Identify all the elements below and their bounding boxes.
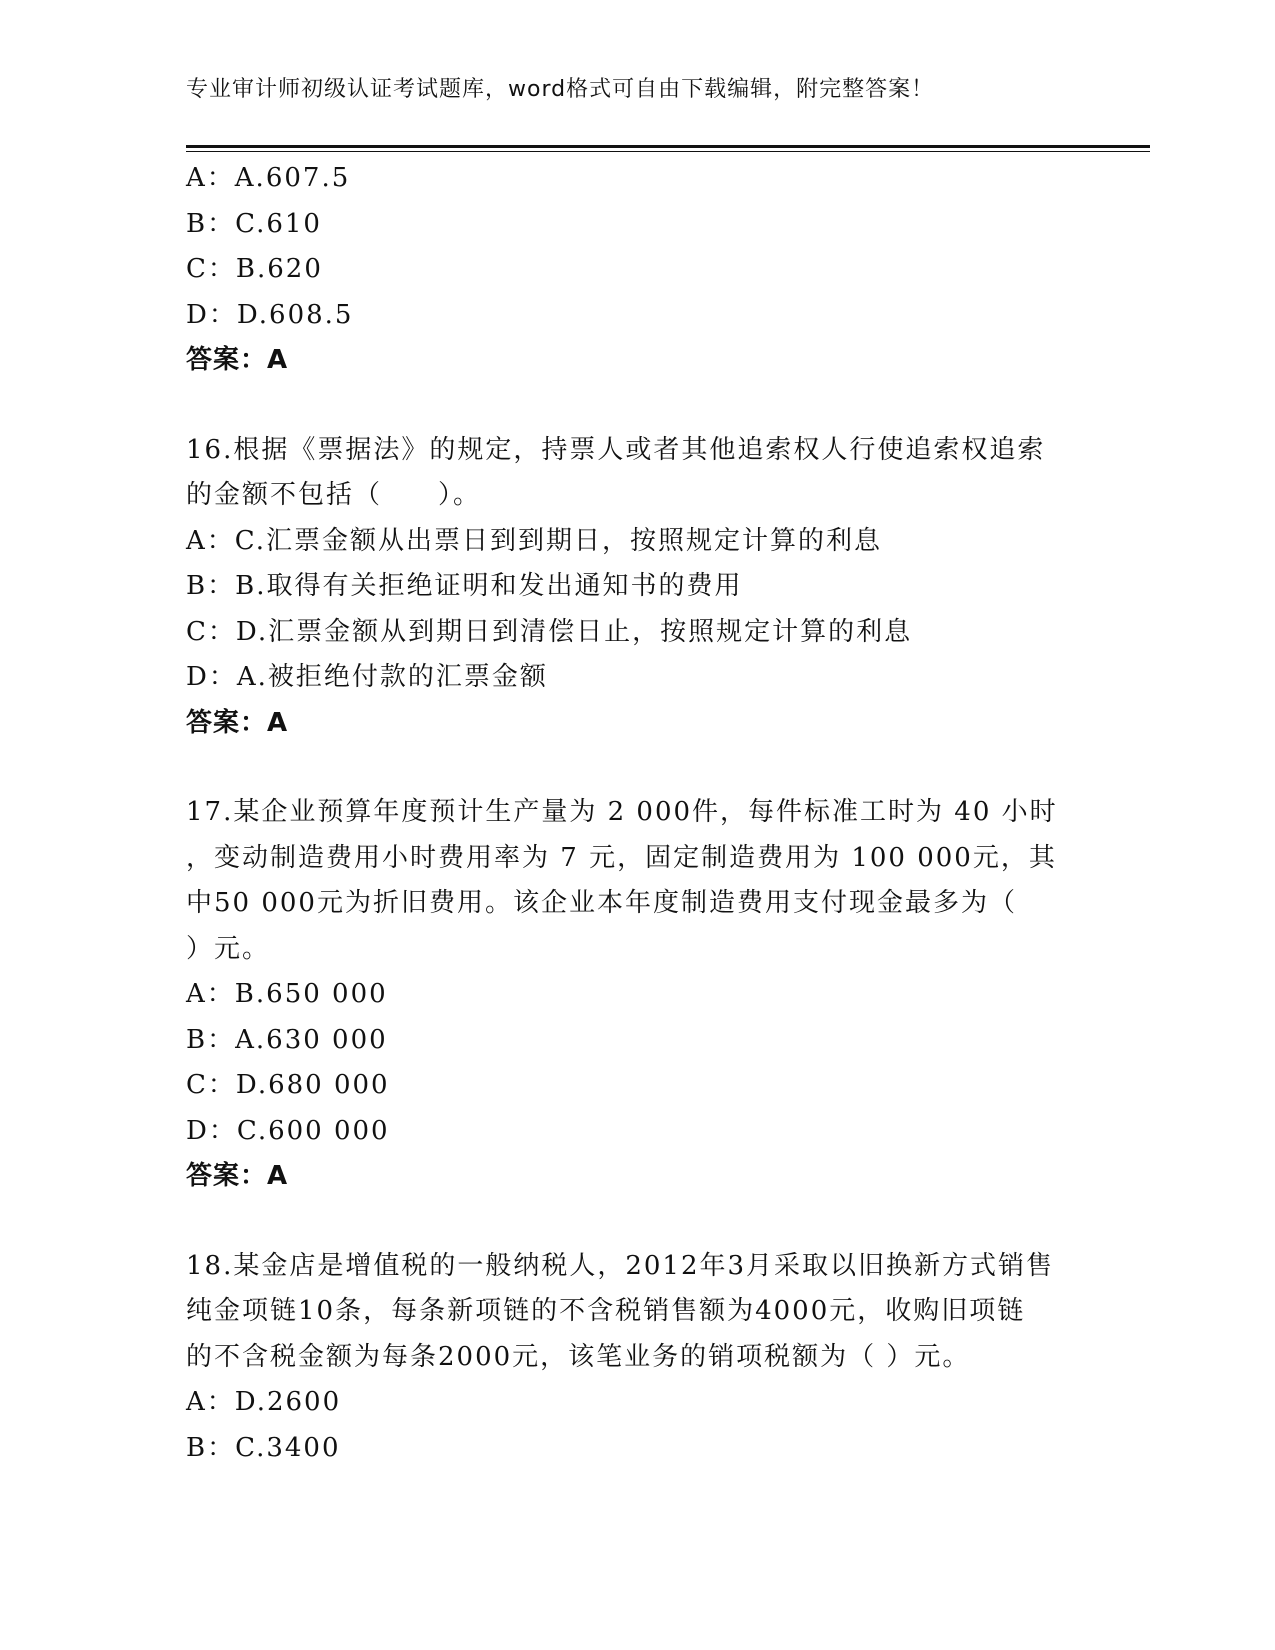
question-text-line: 的金额不包括（ ）。 <box>186 480 482 510</box>
question-text-line: 的不含税金额为每条2000元，该笔业务的销项税额为（ ）元。 <box>186 1341 971 1372</box>
option-c: C：B.620 <box>186 254 323 284</box>
question-text-line: 中50 000元为折旧费用。该企业本年度制造费用支付现金最多为（ <box>186 888 1017 918</box>
question-text-line: 16.根据《票据法》的规定，持票人或者其他追索权人行使追索权追索 <box>186 434 1046 465</box>
option-a: A：D.2600 <box>186 1387 342 1417</box>
question-text-line: 18.某金店是增值税的一般纳税人，2012年3月采取以旧换新方式销售 <box>186 1250 1055 1281</box>
question-text-line: ，变动制造费用小时费用率为 7 元，固定制造费用为 100 000元，其 <box>186 842 1057 873</box>
option-a: A：C.汇票金额从出票日到到期日，按照规定计算的利息 <box>186 525 883 556</box>
option-b: B：B.取得有关拒绝证明和发出通知书的费用 <box>186 571 743 601</box>
question-text-line: 纯金项链10条，每条新项链的不含税销售额为4000元，收购旧项链 <box>186 1296 1026 1326</box>
question-text-line: 17.某企业预算年度预计生产量为 2 000件，每件标准工时为 40 小时 <box>186 797 1058 827</box>
option-b: B：C.3400 <box>186 1432 341 1463</box>
question-17 <box>186 790 1086 1200</box>
question-18 <box>186 1244 1086 1472</box>
option-a: A：A.607.5 <box>186 163 351 193</box>
option-c: C：D.汇票金额从到期日到清偿日止，按照规定计算的利息 <box>186 616 913 647</box>
option-c: C：D.680 000 <box>186 1070 390 1100</box>
question-15 <box>186 156 1086 384</box>
option-d: D：C.600 000 <box>186 1115 390 1146</box>
spacer <box>186 1200 1086 1244</box>
header-rule-thin <box>186 151 1150 152</box>
option-a: A：B.650 000 <box>186 979 388 1009</box>
answer: 答案：A <box>186 1161 289 1191</box>
option-d: D：D.608.5 <box>186 299 354 330</box>
answer: 答案：A <box>186 345 289 375</box>
spacer <box>186 746 1086 790</box>
header-rule-thick <box>186 145 1150 148</box>
option-b: B：C.610 <box>186 208 322 239</box>
question-content <box>186 156 1086 1471</box>
page-header: 专业审计师初级认证考试题库，word格式可自由下载编辑，附完整答案！ <box>186 77 935 102</box>
spacer <box>186 384 1086 428</box>
answer: 答案：A <box>186 707 289 738</box>
question-16 <box>186 428 1086 747</box>
option-b: B：A.630 000 <box>186 1024 388 1055</box>
option-d: D：A.被拒绝付款的汇票金额 <box>186 662 548 692</box>
question-text-line: ）元。 <box>186 933 271 964</box>
